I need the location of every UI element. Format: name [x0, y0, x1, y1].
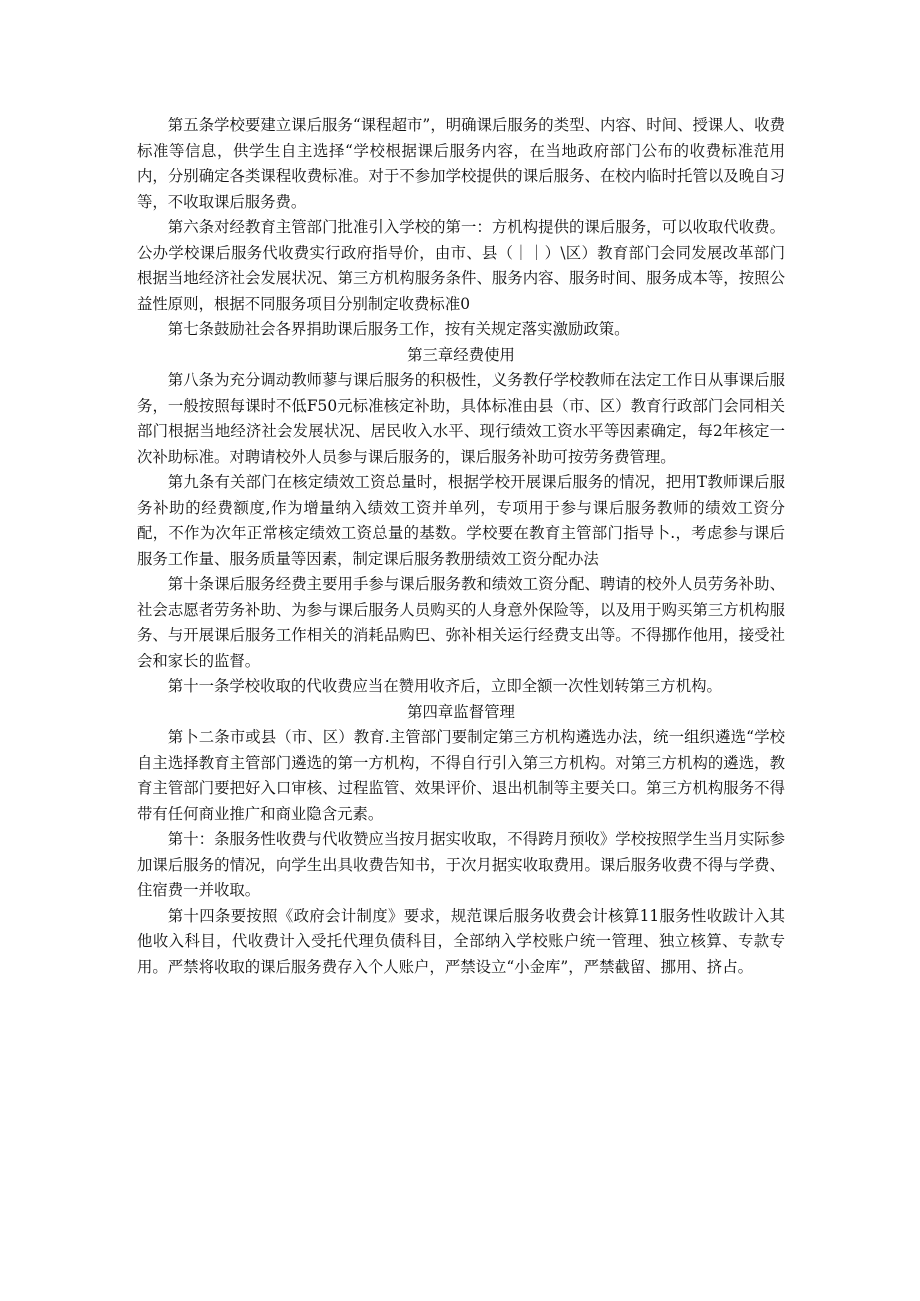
article-7-paragraph: 第七条鼓励社会各界捐助课后服务工作，按有关规定落实激励政策。: [167, 320, 630, 338]
chapter-4-heading: 第四章监督管理: [407, 702, 515, 721]
article-9-paragraph: 第九条有关部门在核定绩效工资总量时，根据学校开展课后服务的情况，把用T教师课后服务补助的经费额度,作为增量纳入绩效工资并单列，专项用于参与课后服务教师的绩效工资分配，不作为次年正常核定绩效工资总量的基数。学校要在教育主管部门指导卜.，考虑参与课后服务工作量、服务质量等因素，制定课后服务教册绩效工资分配办法: [137, 473, 785, 568]
article-5-paragraph: 第五条学校要建立课后服务“课程超市”，明确课后服务的类型、内容、时间、授课人、收费标准等信息，供学生自主选择“学校根据课后服务内容，在当地政府部门公布的收费标准范用内，分别确定各类课程收费标准。对于不参加学校提供的课后服务、在校内临时托管以及晚自习等，不收取课后服务费。: [137, 116, 785, 211]
article-12-paragraph: 第卜二条市或县（市、区）教育.主管部门要制定第三方机构遴选办法，统一组织遴选“学校自主选择教育主管部门遴选的第一方机构，不得自行引入第三方机构。对第三方机构的遴选，教育主管部门要把好入口审核、过程监管、效果评价、退出机制等主要关口。第三方机构服务不得带有任何商业推广和商业隐含元素。: [137, 728, 785, 823]
chapter-3-heading: 第三章经费使用: [407, 345, 515, 364]
article-8-paragraph: 第八条为充分调动教师蓼与课后服务的积极性，义务教仔学校教师在法定工作日从事课后服务，一般按照每课时不低F50元标准核定补助，具体标准由县（市、区）教育行政部门会同相关部门根据当地经济社会发展状况、居民收入水平、现行绩效工资水平等因素确定，每2年核定一次补助标准。对聘请校外人员参与课后服务的，课后服务补助可按劳务费管理。: [137, 371, 785, 466]
article-6-paragraph: 第六条对经教育主管部门批准引入学校的第一：方机构提供的课后服务，可以收取代收费。公办学校课后服务代收费实行政府指导价，由市、县（｜｜）\区）教育部门会同发展改革部门根据当地经济社会发展状况、第三方机构服务条件、服务内容、服务时间、服务成本等，按照公益性原则，根据不同服务项目分别制定收费标准0: [137, 218, 785, 313]
article-13-paragraph: 第十：条服务性收费与代收赞应当按月据实收取，不得跨月预收》学校按照学生当月实际参加课后服务的情况，向学生出具收费告知书，于次月据实收取费用。课后服务收费不得与学费、住宿费一并收取。: [137, 830, 785, 899]
article-10-paragraph: 第十条课后服务经费主要用手参与课后服务教和绩效工资分配、聘请的校外人员劳务补助、社会志愿者劳务补助、为参与课后服务人员购买的人身意外保险等，以及用于购买第三方机构服务、与开展课后服务工作相关的消耗品购巴、弥补相关运行经费支出等。不得挪作他用，接受社会和家长的监督。: [137, 575, 785, 670]
article-11-paragraph: 第十一条学校收取的代收费应当在赞用收齐后，立即全额一次性划转第三方机构。: [167, 677, 722, 695]
document-page: [137, 113, 785, 980]
article-14-paragraph: 第十四条要按照《政府会计制度》要求，规范课后服务收费会计核算11服务性收跋计入其他收入科目，代收费计入受托代理负债科目，全部纳入学校账户统一管理、独立核算、专款专用。严禁将收取的课后服务费存入个人账户，严禁设立“小金库”，严禁截留、挪用、挤占。: [137, 906, 785, 976]
